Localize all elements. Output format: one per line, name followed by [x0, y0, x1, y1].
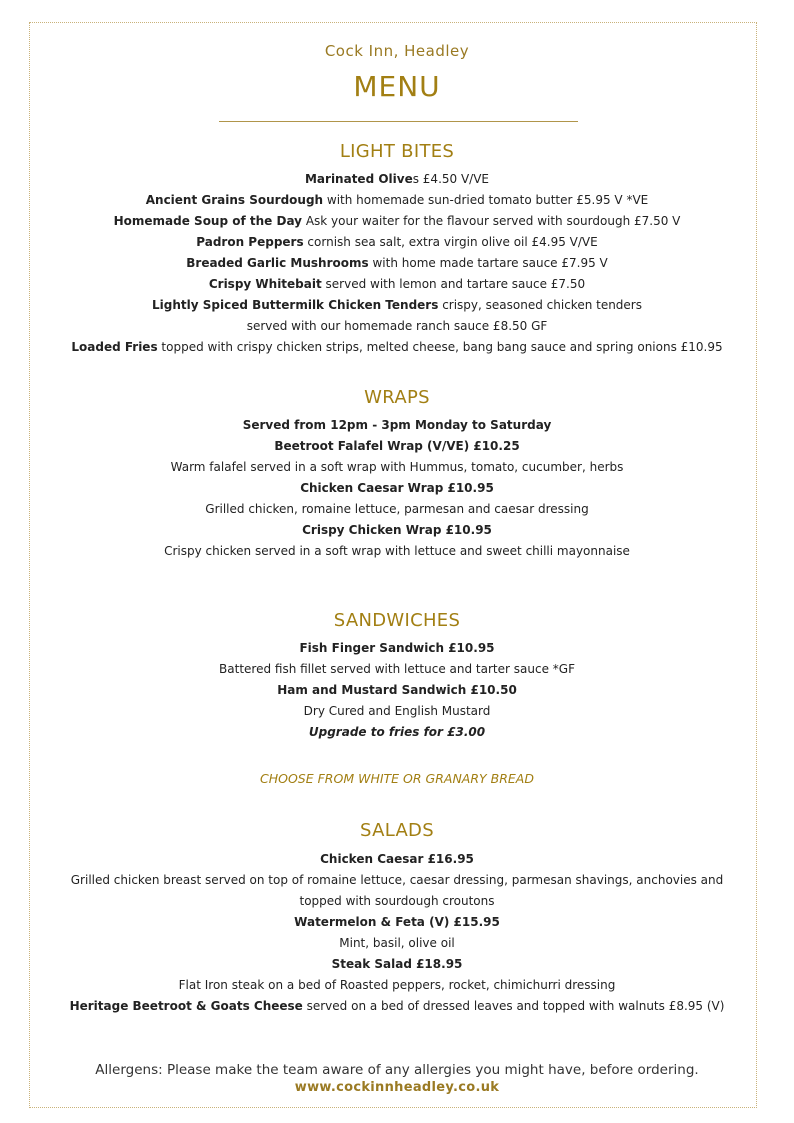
item-title: Steak Salad £18.95 — [331, 957, 463, 971]
item-name: Breaded Garlic Mushrooms — [186, 256, 369, 270]
title-divider — [219, 121, 578, 122]
item-description: topped with sourdough croutons — [299, 894, 495, 908]
item-name: Marinated Olive — [304, 172, 413, 186]
item-title: Ham and Mustard Sandwich £10.50 — [277, 683, 517, 697]
item-name: Homemade Soup of the Day — [113, 214, 302, 228]
section-heading-light-bites: LIGHT BITES — [339, 141, 455, 162]
menu-item — [0, 295, 794, 316]
menu-item — [0, 232, 794, 253]
menu-item-continued — [0, 316, 794, 337]
allergen-notice: Allergens: Please make the team aware of any allergies you might have, before ordering. — [95, 1062, 699, 1078]
venue-name: Cock Inn, Headley — [324, 42, 470, 60]
section-heading-wraps: WRAPS — [364, 387, 430, 408]
item-name: Lightly Spiced Buttermilk Chicken Tenders — [152, 298, 439, 312]
item-title: Watermelon & Feta (V) £15.95 — [294, 915, 500, 929]
item-title: Crispy Chicken Wrap £10.95 — [302, 523, 492, 537]
item-description: Flat Iron steak on a bed of Roasted peppers, rocket, chimichurri dressing — [178, 978, 616, 992]
item-description: with homemade sun-dried tomato butter £5.95 V *VE — [323, 193, 649, 207]
menu-item — [0, 253, 794, 274]
item-description: served on a bed of dressed leaves and topped with walnuts £8.95 (V) — [302, 999, 725, 1013]
menu-item — [0, 996, 794, 1017]
item-description: with home made tartare sauce £7.95 V — [368, 256, 608, 270]
menu-item — [0, 274, 794, 295]
section-heading-sandwiches: SANDWICHES — [333, 610, 461, 631]
item-description: topped with crispy chicken strips, melted cheese, bang bang sauce and spring onions £10.95 — [157, 340, 723, 354]
item-description: cornish sea salt, extra virgin olive oil £4.95 V/VE — [303, 235, 598, 249]
item-description: served with our homemade ranch sauce £8.50 GF — [246, 319, 548, 333]
wraps-serving-times: Served from 12pm - 3pm Monday to Saturday — [242, 418, 552, 432]
item-description: Battered fish fillet served with lettuce and tarter sauce *GF — [219, 662, 575, 676]
item-description: Warm falafel served in a soft wrap with Hummus, tomato, cucumber, herbs — [170, 460, 624, 474]
section-heading-salads: SALADS — [360, 820, 434, 841]
item-title: Beetroot Falafel Wrap (V/VE) £10.25 — [274, 439, 520, 453]
item-title: Chicken Caesar £16.95 — [320, 852, 474, 866]
item-description: Mint, basil, olive oil — [339, 936, 455, 950]
item-description: crispy, seasoned chicken tenders — [438, 298, 642, 312]
menu-item — [0, 190, 794, 211]
item-description: Crispy chicken served in a soft wrap with lettuce and sweet chilli mayonnaise — [164, 544, 630, 558]
menu-item — [0, 169, 794, 190]
menu-item — [0, 211, 794, 232]
item-name: Padron Peppers — [196, 235, 304, 249]
item-description: Grilled chicken breast served on top of romaine lettuce, caesar dressing, parmesan shavings, anchovies and — [70, 873, 724, 887]
item-description: Ask your waiter for the flavour served with sourdough £7.50 V — [302, 214, 681, 228]
item-name: Crispy Whitebait — [208, 277, 322, 291]
menu-title: MENU — [353, 70, 441, 103]
item-title: Chicken Caesar Wrap £10.95 — [300, 481, 494, 495]
website-link[interactable]: www.cockinnheadley.co.uk — [294, 1080, 500, 1095]
menu-item — [0, 337, 794, 358]
item-description: Grilled chicken, romaine lettuce, parmesan and caesar dressing — [205, 502, 589, 516]
item-title: Fish Finger Sandwich £10.95 — [299, 641, 495, 655]
item-description: Dry Cured and English Mustard — [303, 704, 491, 718]
bread-choice-note: CHOOSE FROM WHITE OR GRANARY BREAD — [260, 771, 534, 786]
item-name: Ancient Grains Sourdough — [145, 193, 324, 207]
item-name: Heritage Beetroot & Goats Cheese — [69, 999, 303, 1013]
item-name: Loaded Fries — [71, 340, 158, 354]
fries-upgrade: Upgrade to fries for £3.00 — [308, 725, 486, 739]
item-description: s £4.50 V/VE — [412, 172, 490, 186]
item-description: served with lemon and tartare sauce £7.50 — [321, 277, 586, 291]
